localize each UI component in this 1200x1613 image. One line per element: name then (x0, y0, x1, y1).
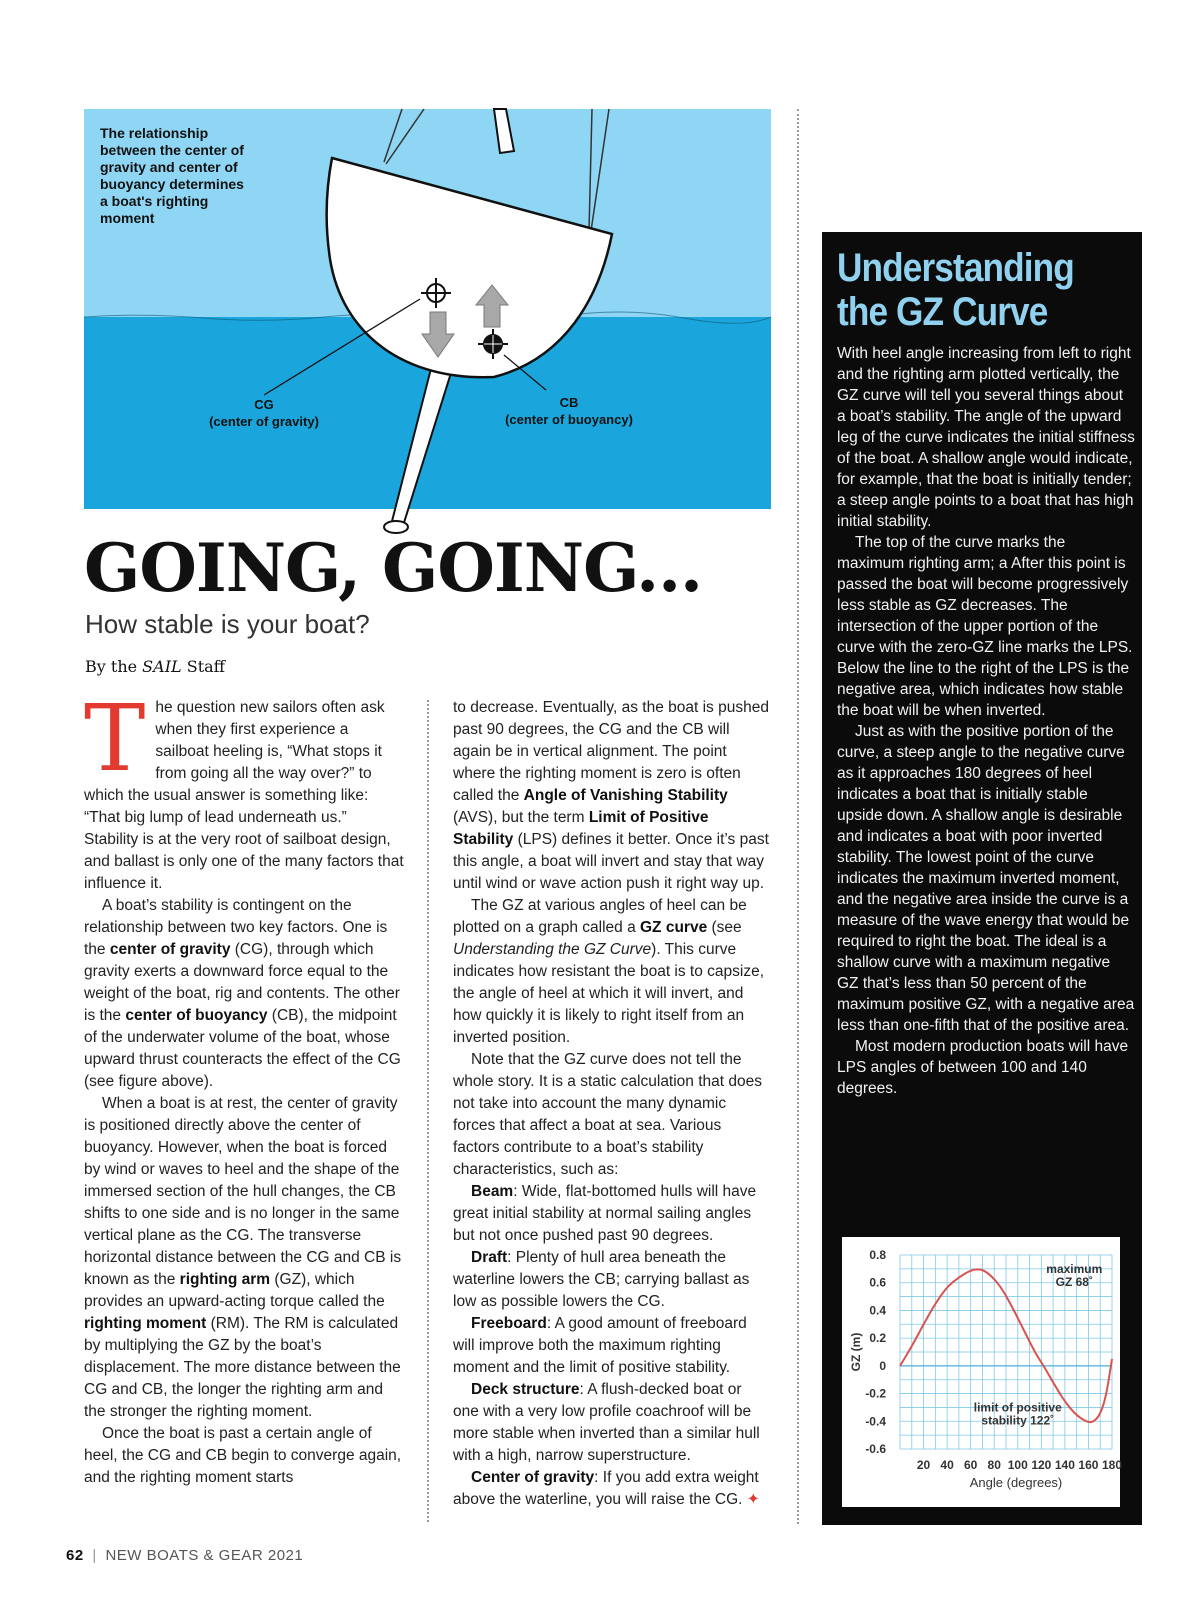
body-paragraph: Draft: Plenty of hull area beneath the waterline lowers the CB; carrying ballast as low as possible lowers the CG. (453, 1249, 750, 1310)
x-tick-label: 60 (963, 1458, 978, 1472)
y-tick-label: -0.6 (865, 1442, 886, 1456)
annotation-max-gz: maximum (1046, 1261, 1103, 1276)
column-divider (797, 109, 799, 1524)
body-paragraph: The GZ at various angles of heel can be plotted on a graph called a GZ curve (see Understanding the GZ Curve). This curve indicates how resistant the boat is to capsize, the angle of heel at which it will invert, and how quickly it is likely to right itself from an inverted position. (453, 897, 765, 1046)
cb-label-sub: (center of buoyancy) (505, 412, 633, 427)
y-tick-label: 0.4 (869, 1303, 886, 1318)
drop-cap: T (84, 685, 146, 792)
body-paragraph: The question new sailors often ask when they first experience a sailboat heeling is, “What stops it from going all the way over?” to which the usual answer is something like: “That big lump of lead underneath us.” Stability is at the very root of sailboat design, and ballast is only one of the many factors that influence it. (84, 685, 404, 892)
footer-publication: NEW BOATS & GEAR 2021 (105, 1547, 304, 1564)
page-footer (66, 1547, 303, 1564)
cg-label-sub: (center of gravity) (209, 414, 319, 429)
article-deck: How stable is your boat? (85, 609, 370, 639)
figure-caption: The relationship between the center of gravity and center of buoyancy determines a boat's righting moment (100, 125, 244, 226)
y-axis-label: GZ (m) (849, 1332, 863, 1372)
annotation-max-gz: GZ 68˚ (1055, 1274, 1093, 1289)
annotation-lps: limit of positive (973, 1400, 1062, 1415)
y-tick-label: 0.2 (869, 1331, 886, 1346)
x-tick-label: 100 (1007, 1458, 1028, 1472)
y-tick-label: 0.6 (869, 1275, 886, 1290)
stability-illustration (84, 109, 771, 509)
body-paragraph: Beam: Wide, flat-bottomed hulls will have great initial stability at normal sailing angles but not once pushed past 90 degrees. (453, 1183, 757, 1244)
sidebar-paragraph: The top of the curve marks the maximum righting arm; a After this point is passed the boat will become progressively less stable as GZ decreases. The intersection of the upper portion of the curve with the zero-GZ line marks the LPS. Below the line to the right of the LPS is the negative area, which indicates how stable the boat will be when inverted. (837, 534, 1133, 719)
x-tick-label: 180 (1101, 1458, 1123, 1472)
article-headline: GOING, GOING... (84, 529, 703, 607)
body-paragraph: Deck structure: A flush-decked boat or one with a very low profile coachroof will be more stable when inverted than a similar hull with a high, narrow superstructure. (453, 1381, 760, 1464)
byline (85, 657, 225, 676)
x-tick-label: 120 (1031, 1458, 1052, 1472)
body-paragraph: Center of gravity: If you add extra weight above the waterline, you will raise the CG. ✦ (453, 1469, 760, 1508)
sidebar-body (837, 343, 1135, 1099)
x-tick-label: 40 (940, 1458, 954, 1472)
annotation-lps: stability 122˚ (981, 1413, 1055, 1428)
sidebar-paragraph: With heel angle increasing from left to right and the righting arm plotted vertically, the GZ curve will tell you several things about a boat’s stability. The angle of the upward leg of the curve indicates the initial stiffness of the boat. A shallow angle would indicate, for example, that the boat is initially tender; a steep angle points to a boat that has high initial stability. (837, 345, 1135, 530)
x-tick-label: 80 (987, 1458, 1001, 1472)
sidebar-title-line2: the GZ Curve (837, 290, 1048, 334)
byline-prefix: By the (85, 657, 143, 676)
cb-label-text: CB (559, 395, 579, 410)
body-paragraph: Once the boat is past a certain angle of heel, the CG and CB begin to converge again, and the righting moment starts (84, 1425, 402, 1486)
x-tick-label: 20 (916, 1458, 931, 1472)
footer-separator: | (92, 1547, 97, 1564)
sidebar-paragraph: Just as with the positive portion of the curve, a steep angle to the negative curve as it approaches 180 degrees of heel indicates a boat that is initially stable upside down. A shallow angle is desirable and indicates a boat with poor inverted stability. The lowest point of the curve indicates the maximum inverted moment, and the negative area inside the curve is a measure of the wave energy that would be required to right the boat. The ideal is a shallow curve with a maximum negative GZ that’s less than 50 percent of the maximum positive GZ, with a negative area less than one-fifth that of the positive area. (837, 723, 1135, 1034)
x-tick-label: 160 (1078, 1458, 1099, 1472)
body-column-1 (84, 685, 404, 1489)
body-column-2 (453, 697, 771, 1511)
body-paragraph: A boat’s stability is contingent on the relationship between two key factors. One is the center of gravity (CG), through which gravity exerts a downward force equal to the weight of the boat, rig and contents. The other is the center of buoyancy (CB), the midpoint of the underwater volume of the boat, whose upward thrust counteracts the effect of the CG (see figure above). (84, 897, 401, 1090)
sidebar-title-line1: Understanding (837, 246, 1074, 290)
byline-suffix: Staff (181, 657, 226, 676)
y-tick-label: -0.4 (865, 1414, 886, 1429)
byline-publication: SAIL (142, 657, 182, 676)
cg-label-text: CG (254, 397, 274, 412)
column-divider (427, 700, 429, 1522)
body-paragraph: Freeboard: A good amount of freeboard will improve both the maximum righting moment and the limit of positive stability. (453, 1315, 747, 1376)
y-tick-label: -0.2 (865, 1386, 886, 1401)
gz-chart-svg (842, 1237, 1123, 1507)
cg-label (194, 396, 334, 430)
page-number: 62 (66, 1547, 84, 1564)
y-tick-label: 0 (879, 1358, 886, 1373)
cb-label (494, 394, 644, 428)
body-paragraph: to decrease. Eventually, as the boat is pushed past 90 degrees, the CG and the CB will again be in vertical alignment. The point where the righting moment is zero is often called the Angle of Vanishing Stability (AVS), but the term Limit of Positive Stability (LPS) defines it better. Once it’s past this angle, a boat will invert and stay that way until wind or wave action push it right way up. (453, 699, 769, 892)
body-paragraph: Note that the GZ curve does not tell the whole story. It is a static calculation that does not take into account the many dynamic forces that affect a boat at sea. Various factors contribute to a boat’s stability characteristics, such as: (453, 1051, 763, 1178)
gz-curve-chart (842, 1237, 1123, 1507)
body-paragraph: When a boat is at rest, the center of gravity is positioned directly above the center of buoyancy. However, when the boat is forced by wind or waves to heel and the shape of the immersed section of the hull changes, the CB shifts to one side and is no longer in the same vertical plane as the CG. The transverse horizontal distance between the CG and CB is known as the righting arm (GZ), which provides an upward-acting torque called the righting moment (RM). The RM is calculated by multiplying the GZ by the boat’s displacement. The more distance between the CG and CB, the longer the righting arm and the stronger the righting moment. (84, 1095, 402, 1420)
sidebar-title (837, 246, 1101, 334)
x-tick-label: 140 (1054, 1458, 1075, 1472)
y-tick-label: 0.8 (869, 1248, 886, 1262)
x-axis-label: Angle (degrees) (969, 1475, 1063, 1490)
sidebar-paragraph: Most modern production boats will have LPS angles of between 100 and 140 degrees. (837, 1038, 1129, 1097)
